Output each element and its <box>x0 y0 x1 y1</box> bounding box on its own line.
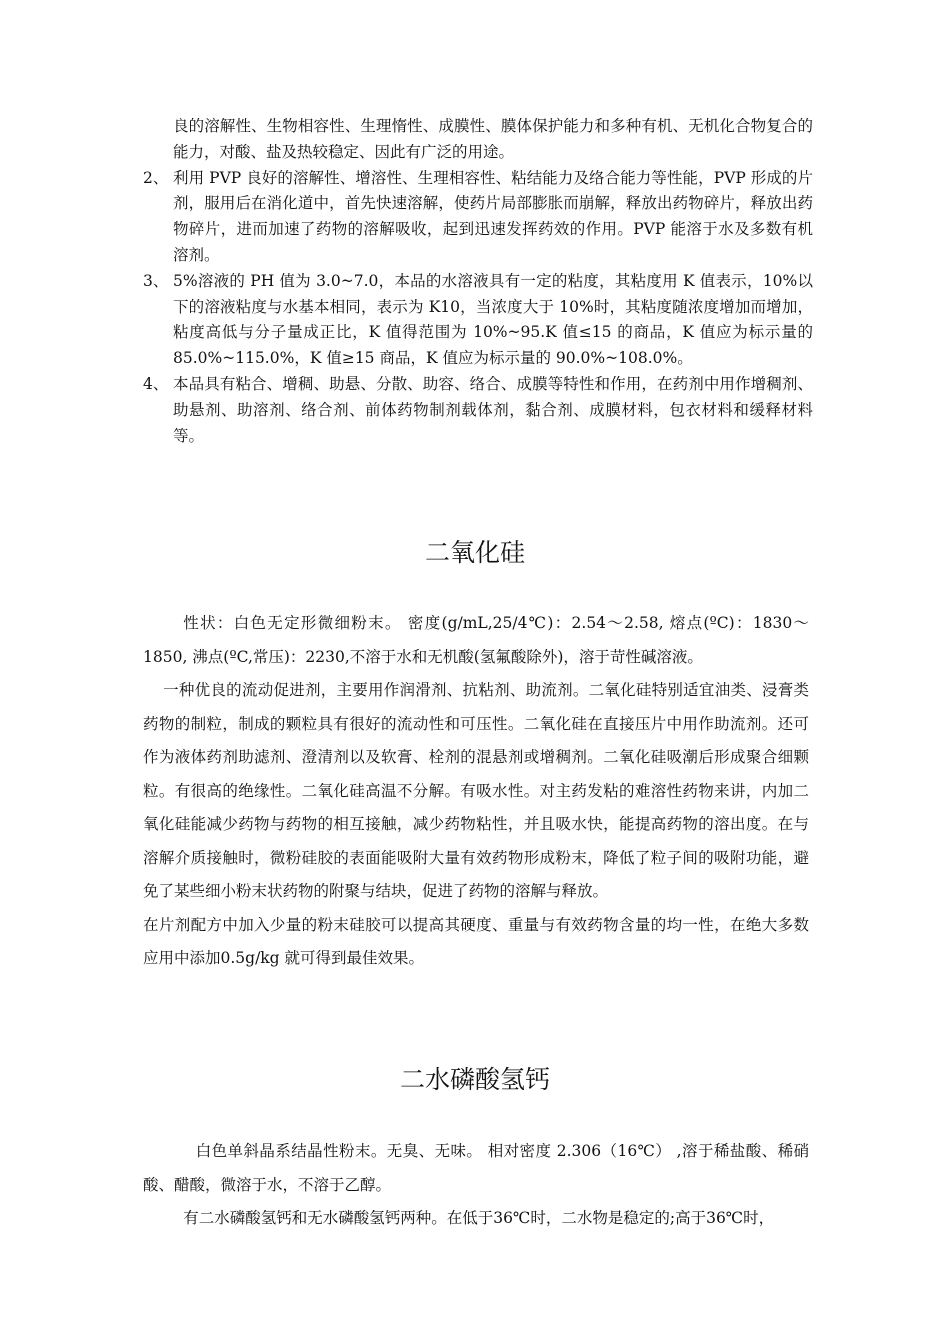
calcium-hydrogen-phosphate-section <box>143 1135 809 1236</box>
usage-paragraph: 一种优良的流动促进剂，主要用作润滑剂、抗粘剂、助流剂。二氧化硅特别适宜油类、浸膏类药物的制粒，制成的颗粒具有很好的流动性和可压性。二氧化硅在直接压片中用作助流剂。还可作为液体药剂助滤剂、澄清剂以及软膏、栓剂的混悬剂或增稠剂。二氧化硅吸潮后形成聚合细颗粒。有很高的绝缘性。二氧化硅高温不分解。有吸水性。对主药发粘的难溶性药物来讲，内加二氧化硅能减少药物与药物的相互接触，减少药物粘性，并且吸水快，能提高药物的溶出度。在与溶解介质接触时，微粉硅胶的表面能吸附大量有效药物形成粉末，降低了粒子间的吸附功能，避免了某些细小粉末状药物的附聚与结块，促进了药物的溶解与释放。 <box>143 681 809 900</box>
list-item-text: 5%溶液的 PH 值为 3.0~7.0，本品的水溶液具有一定的粘度，其粘度用 K 值表示，10%以下的溶液粘度与水基本相同，表示为 K10，当浓度大于 10%时，其粘度随浓度增加而增加，粘度高低与分子量成正比，K 值得范围为 10%~95.K 值≤15 的商品，K 值应为标示量的 85.0%~115.0%，K 值≥15 商品，K 值应为标示量的 90.0%~108.0%。 <box>173 271 813 368</box>
list-item <box>143 166 813 269</box>
list-item-text: 本品具有粘合、增稠、助悬、分散、助容、络合、成膜等特性和作用，在药剂中用作增稠剂、助悬剂、助溶剂、络合剂、前体药物制剂载体剂，黏合剂、成膜材料，包衣材料和缓释材料等。 <box>173 374 813 445</box>
list-item-continuation: 良的溶解性、生物相容性、生理惰性、成膜性、膜体保护能力和多种有机、无机化合物复合的能力，对酸、盐及热较稳定、因此有广泛的用途。 <box>173 117 813 161</box>
pvp-property-list <box>143 114 813 449</box>
section-heading-calcium-hydrogen-phosphate: 二水磷酸氢钙 <box>399 1065 550 1094</box>
list-item-number: 4、 <box>143 374 169 393</box>
section-heading-silicon-dioxide: 二氧化硅 <box>424 538 525 567</box>
list-item-number: 3、 <box>143 271 169 290</box>
silicon-dioxide-section <box>143 607 809 976</box>
form-paragraph: 有二水磷酸氢钙和无水磷酸氢钙两种。在低于36℃时，二水物是稳定的;高于36℃时， <box>183 1209 775 1227</box>
property-paragraph: 性状：白色无定形微细粉末。 密度(g/mL,25/4℃)：2.54～2.58, 熔点(ºC)：1830～1850, 沸点(ºC,常压)：2230,不溶于水和无机酸(氢氟酸除外)，溶于苛性碱溶液。 <box>143 614 809 666</box>
dosage-paragraph: 在片剂配方中加入少量的粉末硅胶可以提高其硬度、重量与有效药物含量的均一性，在绝大多数应用中添加0.5g/kg 就可得到最佳效果。 <box>143 915 809 967</box>
list-item <box>143 372 813 449</box>
list-item-number: 2、 <box>143 168 169 187</box>
list-item-text: 利用 PVP 良好的溶解性、增溶性、生理相容性、粘结能力及络合能力等性能，PVP 形成的片剂，服用后在消化道中，首先快速溶解，使药片局部膨胀而崩解，释放出药物碎片，释放出药物碎片，进而加速了药物的溶解吸收，起到迅速发挥药效的作用。PVP 能溶于水及多数有机溶剂。 <box>173 168 813 264</box>
property-paragraph: 白色单斜晶系结晶性粉末。无臭、无味。 相对密度 2.306（16℃） ,溶于稀盐酸、稀硝酸、醋酸，微溶于水，不溶于乙醇。 <box>143 1142 809 1194</box>
list-item <box>143 269 813 372</box>
